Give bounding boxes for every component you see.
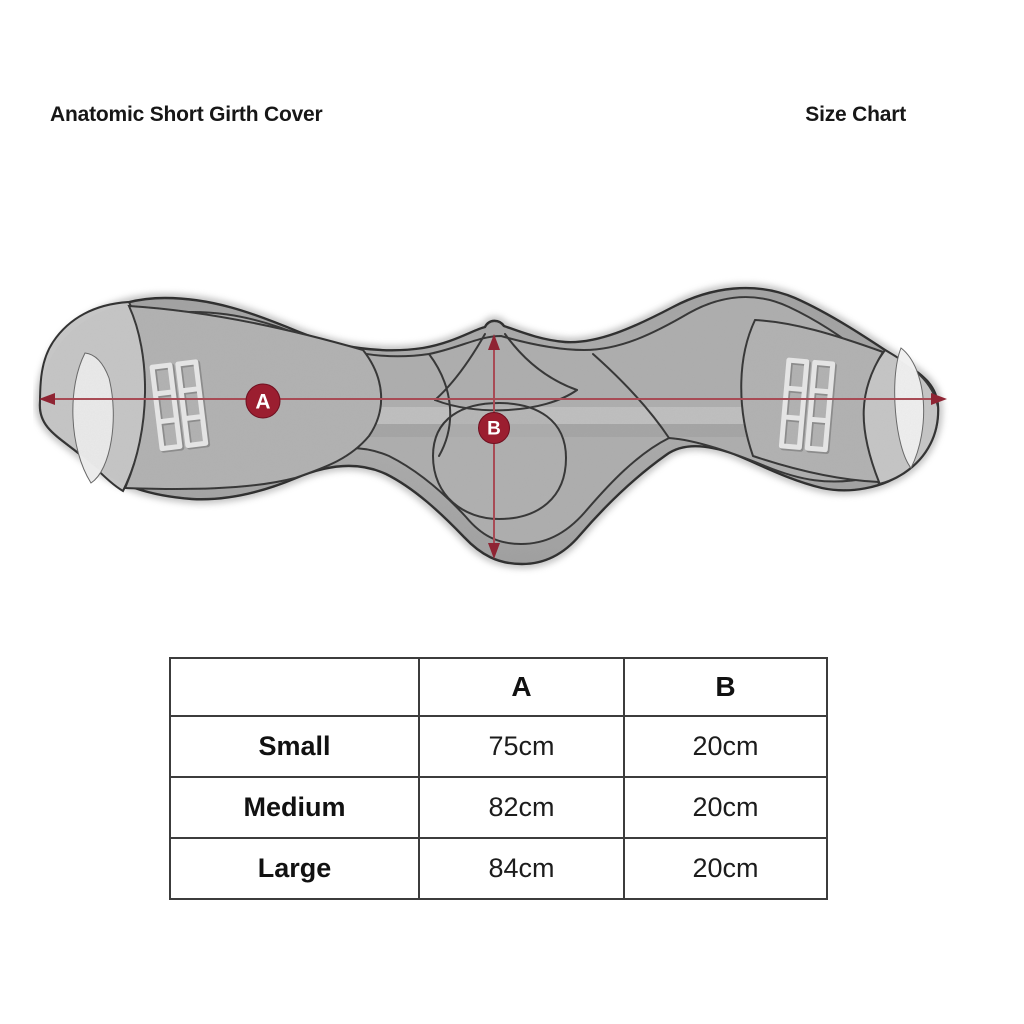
header-cell-b: B	[624, 658, 827, 716]
product-title: Anatomic Short Girth Cover	[50, 103, 323, 126]
value-b-cell: 20cm	[624, 777, 827, 838]
size-name-cell: Large	[170, 838, 419, 899]
value-b-cell: 20cm	[624, 716, 827, 777]
value-a-cell: 84cm	[419, 838, 624, 899]
header-cell-a: A	[419, 658, 624, 716]
size-chart-title: Size Chart	[805, 103, 906, 126]
value-a-cell: 75cm	[419, 716, 624, 777]
header-cell-empty	[170, 658, 419, 716]
table-row	[170, 716, 827, 777]
measurement-label-a: A	[255, 390, 271, 414]
size-name-cell: Small	[170, 716, 419, 777]
measurement-label-b: B	[487, 418, 501, 440]
measurement-badge-b	[479, 413, 510, 444]
size-table	[169, 657, 828, 900]
value-b-cell: 20cm	[624, 838, 827, 899]
value-a-cell: 82cm	[419, 777, 624, 838]
measurement-badge-a	[246, 384, 280, 418]
table-header-row	[170, 658, 827, 716]
girth-diagram	[33, 258, 968, 590]
table-row	[170, 838, 827, 899]
size-name-cell: Medium	[170, 777, 419, 838]
table-row	[170, 777, 827, 838]
